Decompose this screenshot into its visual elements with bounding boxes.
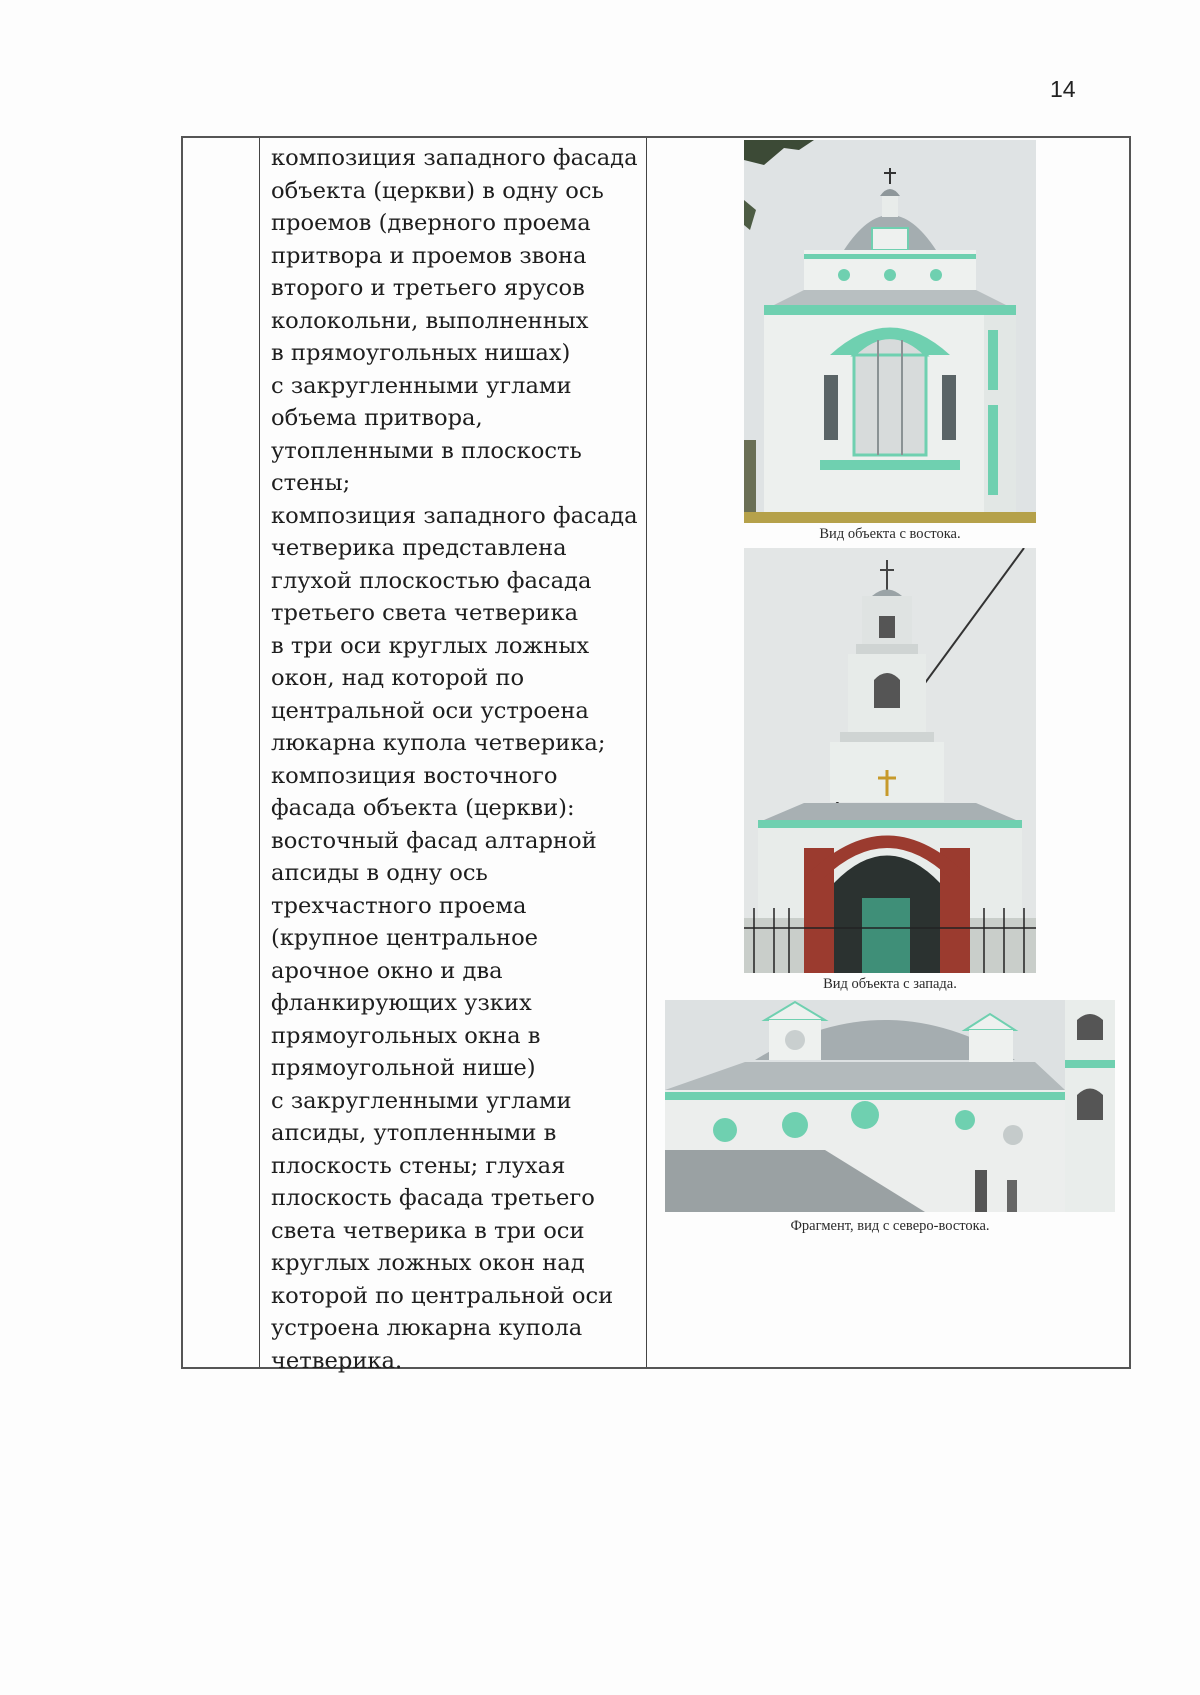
page-number: 14 <box>1050 76 1076 102</box>
description-text: композиция западного фасада объекта (церкви) в одну ось проемов (дверного проема притвора и проемов звона второго и третьего ярусов колокольни, выполненных в прямоугольных нишах) с закругленными углами объема притвора, утопленными в плоскость стены; композиция западного фасада четверика представлена глухой плоскостью фасада третьего света четверика в три оси круглых ложных окон, над которой по центральной оси устроена люкарна купола четверика; композиция восточного фасада объекта (церкви): восточный фасад алтарной апсиды в одну ось трехчастного проема (крупное центральное арочное окно и два фланкирующих узких прямоугольных окна в прямоугольной нише) с закругленными углами апсиды, утопленными в плоскость стены; глухая плоскость фасада третьего света четверика в три оси круглых ложных окон над которой по центральной оси устроена люкарна купола четверика. <box>271 145 638 1374</box>
photo-west-caption: Вид объекта с запада. <box>823 976 957 992</box>
photo-east-caption: Вид объекта с востока. <box>819 526 961 542</box>
column-divider <box>259 138 260 1367</box>
description-table <box>181 136 1131 1374</box>
column-divider <box>646 138 647 1367</box>
photo-northeast-fragment <box>665 1000 1115 1212</box>
photo-east-view <box>744 140 1036 523</box>
photo-west-view <box>744 548 1036 973</box>
photo-northeast-caption: Фрагмент, вид с северо-востока. <box>790 1218 990 1234</box>
